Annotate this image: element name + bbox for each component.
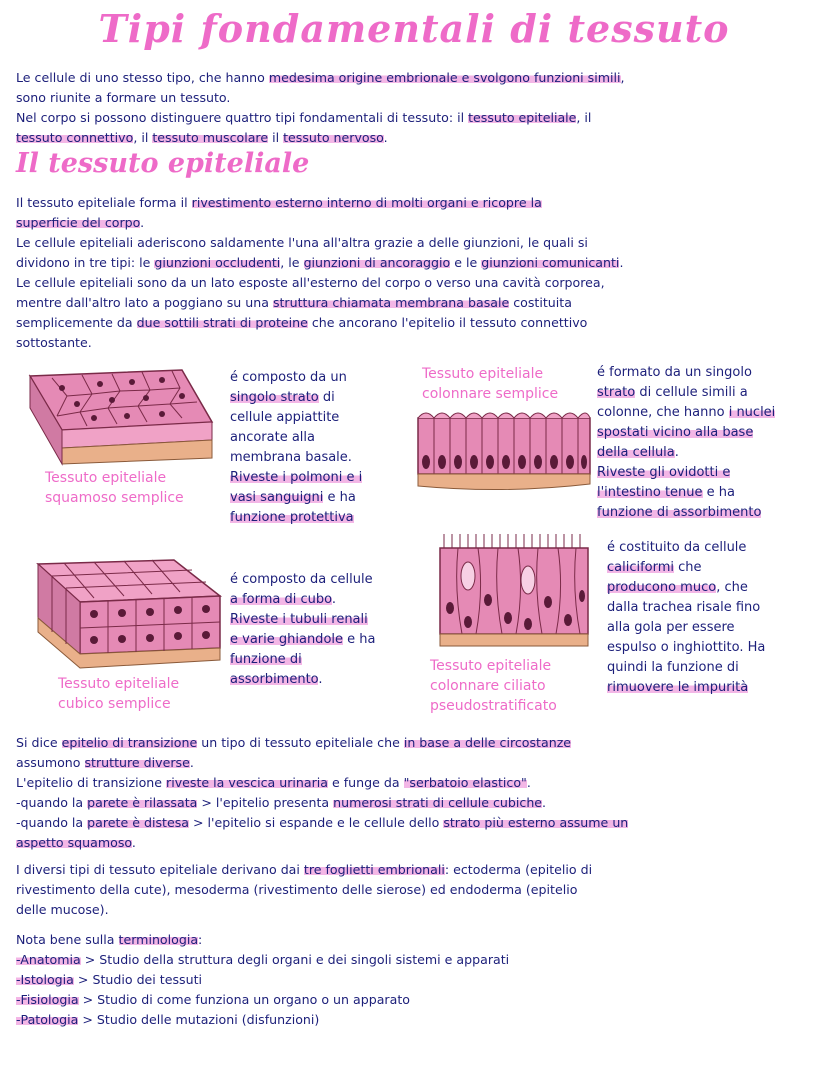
terminology-section: Nota bene sulla terminologia: -Anatomia > Studio della struttura degli organi e dei singoli sistemi e apparati -Istologia > Studio dei tessuti -Fisiologia > Studio di come funziona un organo o un apparato -Patologia > Studio delle mutazioni (disfunzioni)	[16, 930, 816, 1030]
term-item: -Patologia > Studio delle mutazioni (disfunzioni)	[16, 1012, 320, 1027]
epithelial-paragraph: Il tessuto epiteliale forma il rivestimento esterno interno di molti organi e ricopre la superficie del corpo. Le cellule epiteliali aderiscono saldamente l'una all'altra grazie a delle giunzioni, le quali si dividono in tre tipi: le giunzioni occludenti, le giunzioni di ancoraggio e le giunzioni comunicanti. Le cellule epiteliali sono da un lato esposte all'esterno del corpo o verso una cavità corporea, mentre dall'altro lato a poggiano su una struttura chiamata membrana basale costituita semplicemente da due sottili strati di proteine che ancorano l'epitelio il tessuto connettivo sottostante.	[16, 195, 624, 350]
cuboidal-label: Tessuto epiteliale cubico semplice	[58, 676, 180, 712]
transition-paragraph: Si dice epitelio di transizione un tipo di tessuto epiteliale che in base a delle circostanze assumono strutture diverse. L'epitelio di transizione riveste la vescica urinaria e funge da "serbatoio elastico". -quando la parete è rilassata > l'epitelio presenta numerosi strati di cellule cubiche. -quando la parete è distesa > l'epitelio si espande e le cellule dello strato più esterno assume un aspetto squamoso.	[16, 735, 629, 850]
columnar-label: Tessuto epiteliale colonnare semplice	[422, 366, 559, 402]
squamous-epithelium-illustration	[22, 366, 217, 466]
origins-paragraph: I diversi tipi di tessuto epiteliale derivano dai tre foglietti embrionali: ectoderma (epitelio di rivestimento della cute), mesoderma (rivestimento delle sierose) ed endoderma (epitelio delle mucose).	[16, 862, 593, 917]
pseudostratified-epithelium-illustration	[436, 530, 598, 650]
squamous-description: é composto da un singolo strato di cellule appiattite ancorate alla membrana basale. Riveste i polmoni e i vasi sanguigni e ha funzione protettiva	[230, 370, 363, 525]
columnar-epithelium-illustration	[414, 404, 594, 499]
page-title: Tipi fondamentali di tessuto	[98, 6, 730, 51]
cuboidal-description: é composto da cellule a forma di cubo. Riveste i tubuli renali e varie ghiandole e ha funzione di assorbimento.	[230, 572, 376, 687]
pseudostratified-label: Tessuto epiteliale colonnare ciliato pseudostratificato	[430, 658, 557, 714]
pseudostratified-description: é costituito da cellule caliciformi che producono muco, che dalla trachea risale fino alla gola per essere espulso o inghiottito. Ha quindi la funzione di rimuovere le impurità	[607, 540, 766, 695]
columnar-description: é formato da un singolo strato di cellule simili a colonne, che hanno i nuclei spostati vicino alla base della cellula. Riveste gli ovidotti e l'intestino tenue e ha funzione di assorbimento	[597, 365, 776, 520]
section-title: Il tessuto epiteliale	[16, 148, 310, 179]
term-item: -Istologia > Studio dei tessuti	[16, 972, 203, 987]
cuboidal-epithelium-illustration	[34, 556, 224, 671]
term-item: -Anatomia > Studio della struttura degli organi e dei singoli sistemi e apparati	[16, 952, 510, 967]
intro-paragraph: Le cellule di uno stesso tipo, che hanno medesima origine embrionale e svolgono funzioni simili, sono riunite a formare un tessuto. Nel corpo si possono distinguere quattro tipi fondamentali di tessuto: il tessuto epiteliale, il tessuto connettivo, il tessuto muscolare il tessuto nervoso.	[16, 70, 625, 145]
term-item: -Fisiologia > Studio di come funziona un organo o un apparato	[16, 992, 410, 1007]
squamous-label: Tessuto epiteliale squamoso semplice	[45, 470, 184, 506]
